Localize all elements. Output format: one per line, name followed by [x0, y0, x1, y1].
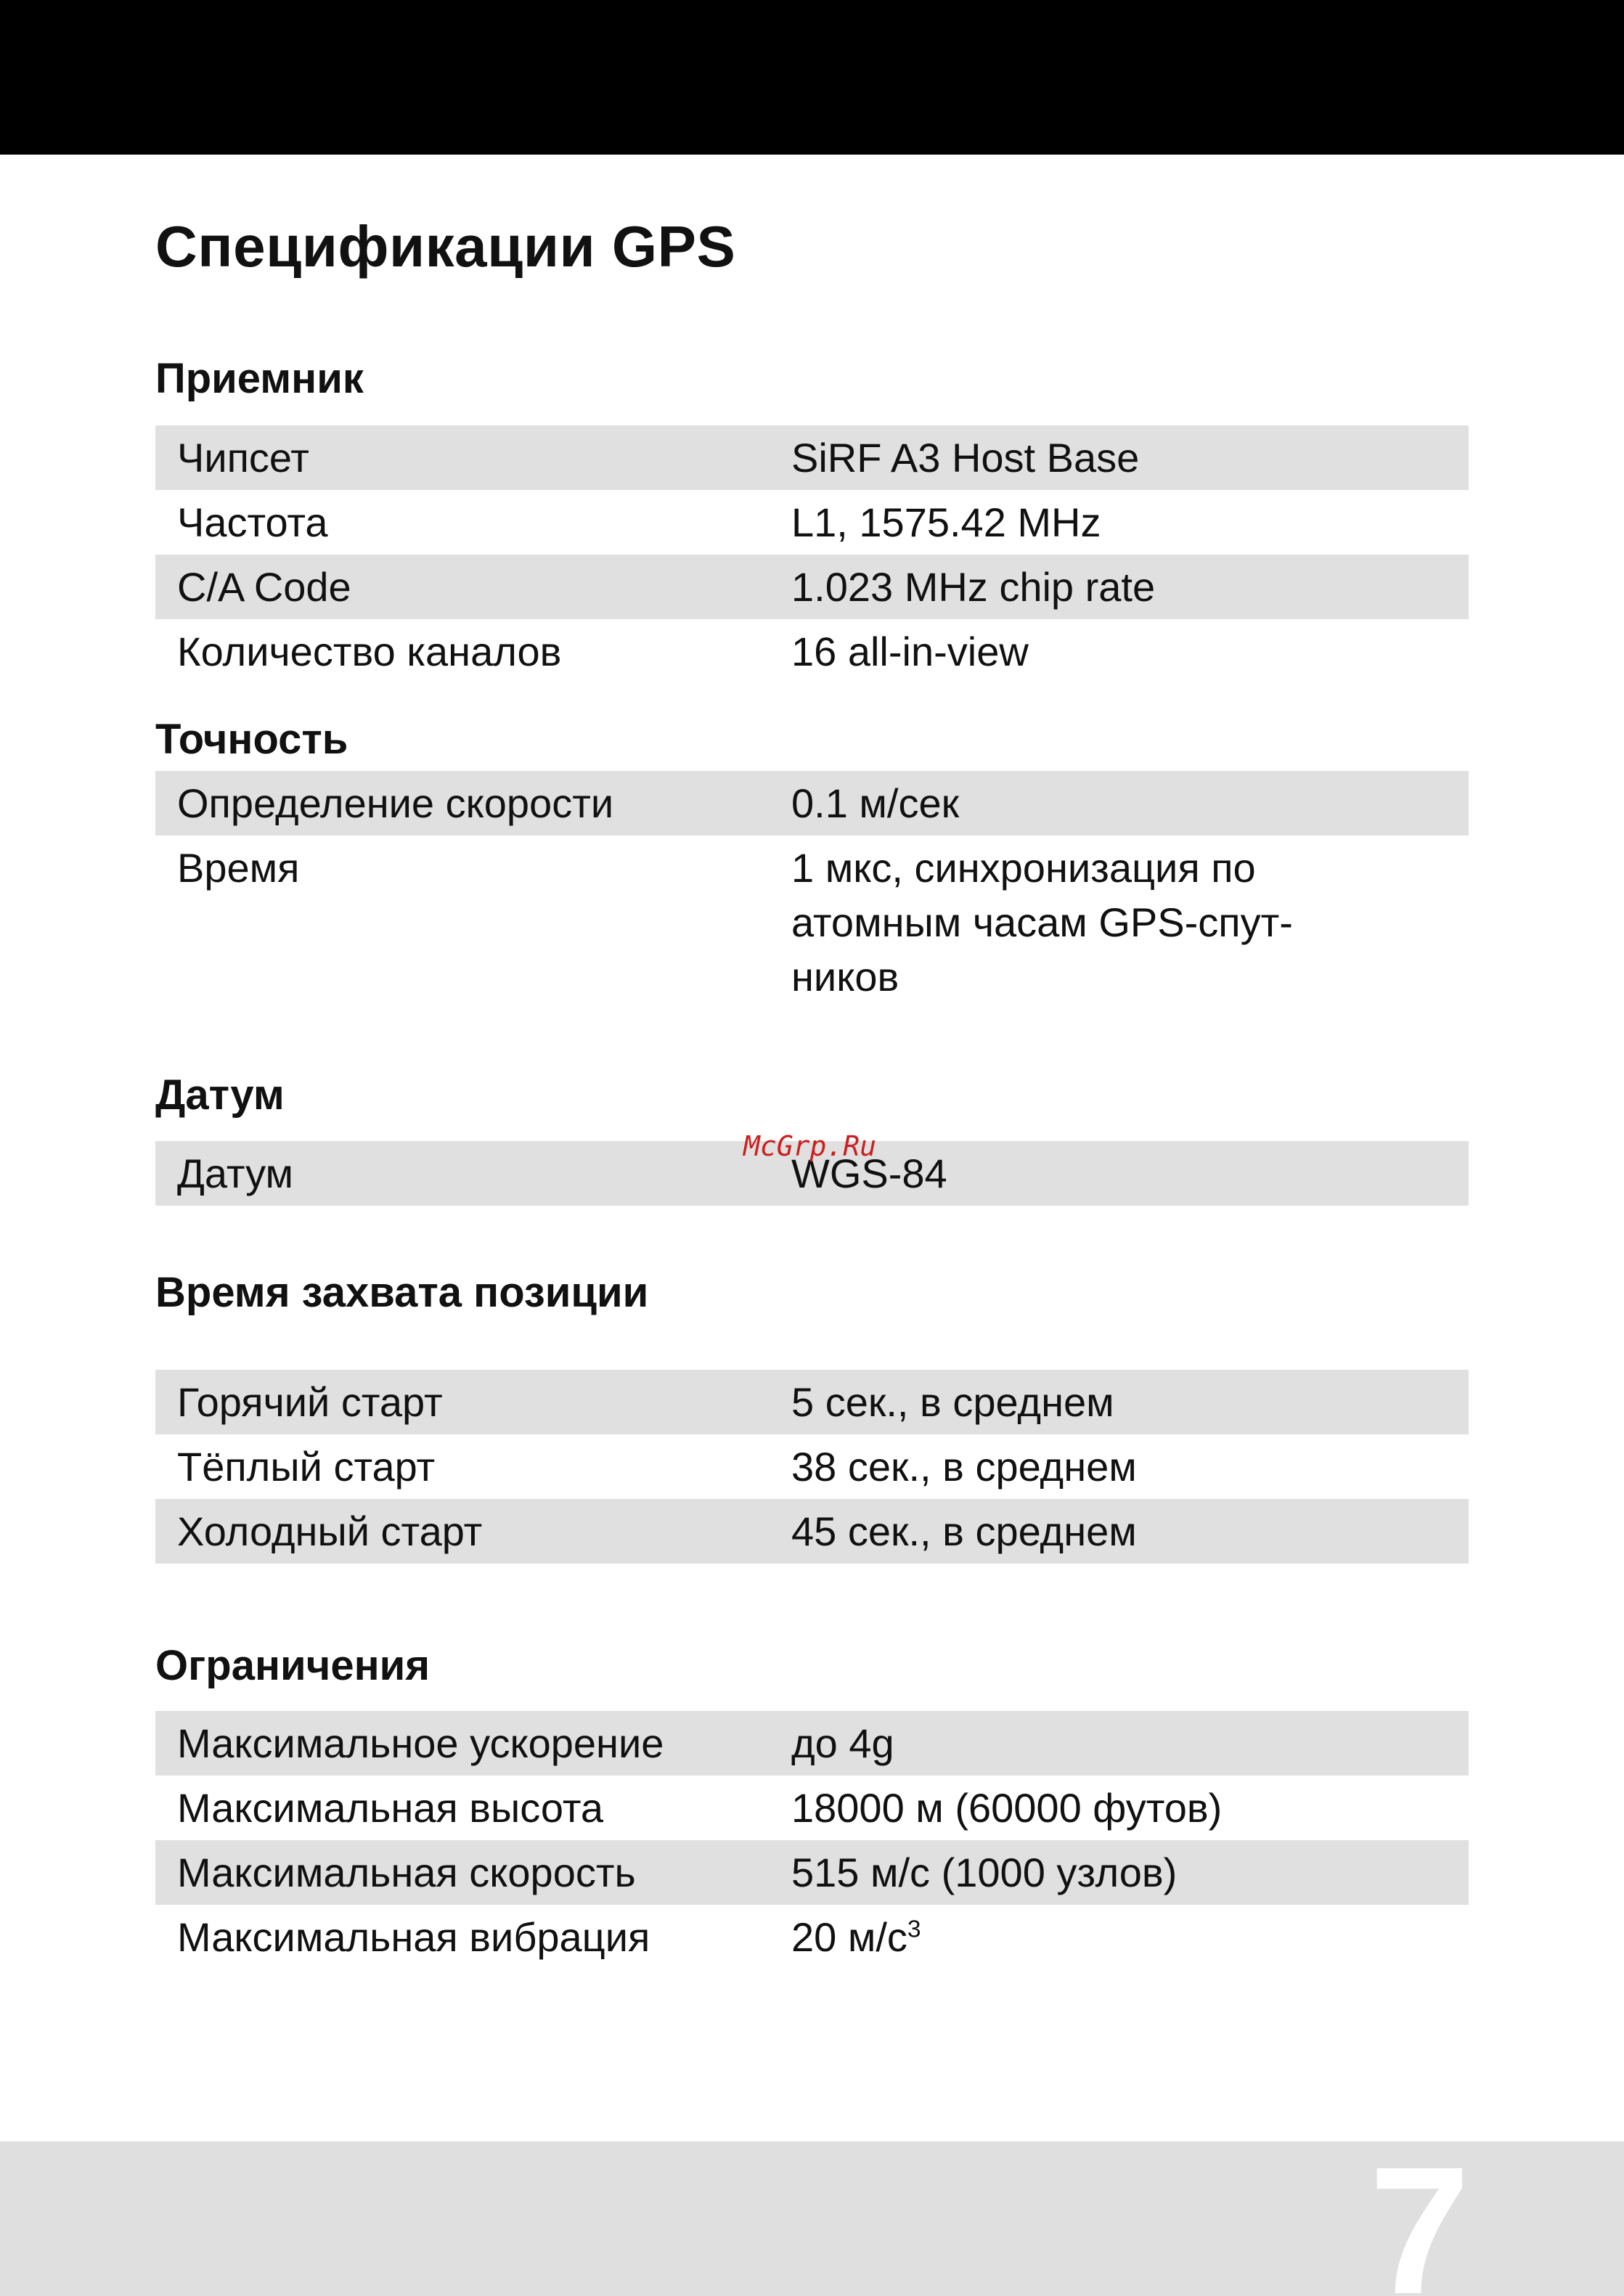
accuracy-table	[155, 771, 1469, 1004]
page-title: Спецификации GPS	[155, 214, 736, 279]
spec-label: Время	[177, 845, 300, 891]
spec-value: 45 сек., в среднем	[791, 1508, 1137, 1554]
section-heading-accuracy: Точность	[155, 716, 348, 763]
table-row	[155, 425, 1469, 490]
spec-label: Максимальная высота	[177, 1785, 603, 1831]
receiver-table	[155, 425, 1469, 684]
spec-label: Количество каналов	[177, 629, 562, 674]
superscript-exponent: 3	[907, 1916, 921, 1943]
page-number: 7	[1368, 2129, 1470, 2296]
spec-value-multiline	[791, 836, 1430, 1004]
spec-value: WGS-84	[791, 1151, 947, 1196]
spec-value: 0.1 м/сек	[791, 780, 960, 826]
spec-value: 515 м/с (1000 узлов)	[791, 1850, 1178, 1895]
spec-value: 18000 м (60000 футов)	[791, 1785, 1223, 1831]
spec-label: Тёплый старт	[177, 1444, 436, 1490]
header-bar	[0, 0, 1624, 155]
spec-label: Холодный старт	[177, 1508, 483, 1554]
table-row	[155, 1840, 1469, 1905]
spec-value-line: атомным часам GPS-спут-	[791, 899, 1293, 945]
spec-value-text: 20 м/с	[791, 1914, 907, 1960]
table-row	[155, 1499, 1469, 1564]
section-heading-receiver: Приемник	[155, 355, 364, 402]
spec-label: Частота	[177, 499, 328, 545]
table-row	[155, 490, 1469, 555]
spec-label: Датум	[177, 1151, 293, 1196]
spec-label: Максимальная скорость	[177, 1850, 636, 1895]
spec-label: Максимальное ускорение	[177, 1720, 664, 1766]
table-row	[155, 1776, 1469, 1840]
spec-label: Определение скорости	[177, 780, 614, 826]
spec-label: Горячий старт	[177, 1379, 443, 1425]
section-heading-limits: Ограничения	[155, 1642, 431, 1689]
section-heading-datum: Датум	[155, 1071, 285, 1119]
table-row	[155, 1905, 1469, 1969]
spec-value: 16 all-in-view	[791, 629, 1029, 674]
table-row	[155, 836, 1469, 1004]
spec-value: 5 сек., в среднем	[791, 1379, 1114, 1425]
spec-value: L1, 1575.42 MHz	[791, 499, 1101, 545]
limits-table	[155, 1711, 1469, 1969]
watermark: McGrp.Ru	[743, 1130, 877, 1162]
spec-label: Максимальная вибрация	[177, 1914, 650, 1960]
spec-label: C/A Code	[177, 564, 351, 610]
acquisition-table	[155, 1370, 1469, 1564]
section-heading-acquisition: Время захвата позиции	[155, 1269, 649, 1316]
spec-value: SiRF A3 Host Base	[791, 435, 1140, 481]
spec-value-line: ников	[791, 954, 899, 1000]
spec-label: Чипсет	[177, 435, 309, 481]
table-row	[155, 619, 1469, 684]
spec-value	[791, 1905, 1430, 1964]
table-row	[155, 1370, 1469, 1434]
spec-value: до 4g	[791, 1720, 894, 1766]
table-row	[155, 771, 1469, 836]
table-row	[155, 1434, 1469, 1499]
spec-value: 1.023 MHz chip rate	[791, 564, 1156, 610]
spec-value: 38 сек., в среднем	[791, 1444, 1137, 1490]
table-row	[155, 1711, 1469, 1776]
table-row	[155, 555, 1469, 619]
spec-value-line: 1 мкс, синхронизация по	[791, 845, 1256, 891]
